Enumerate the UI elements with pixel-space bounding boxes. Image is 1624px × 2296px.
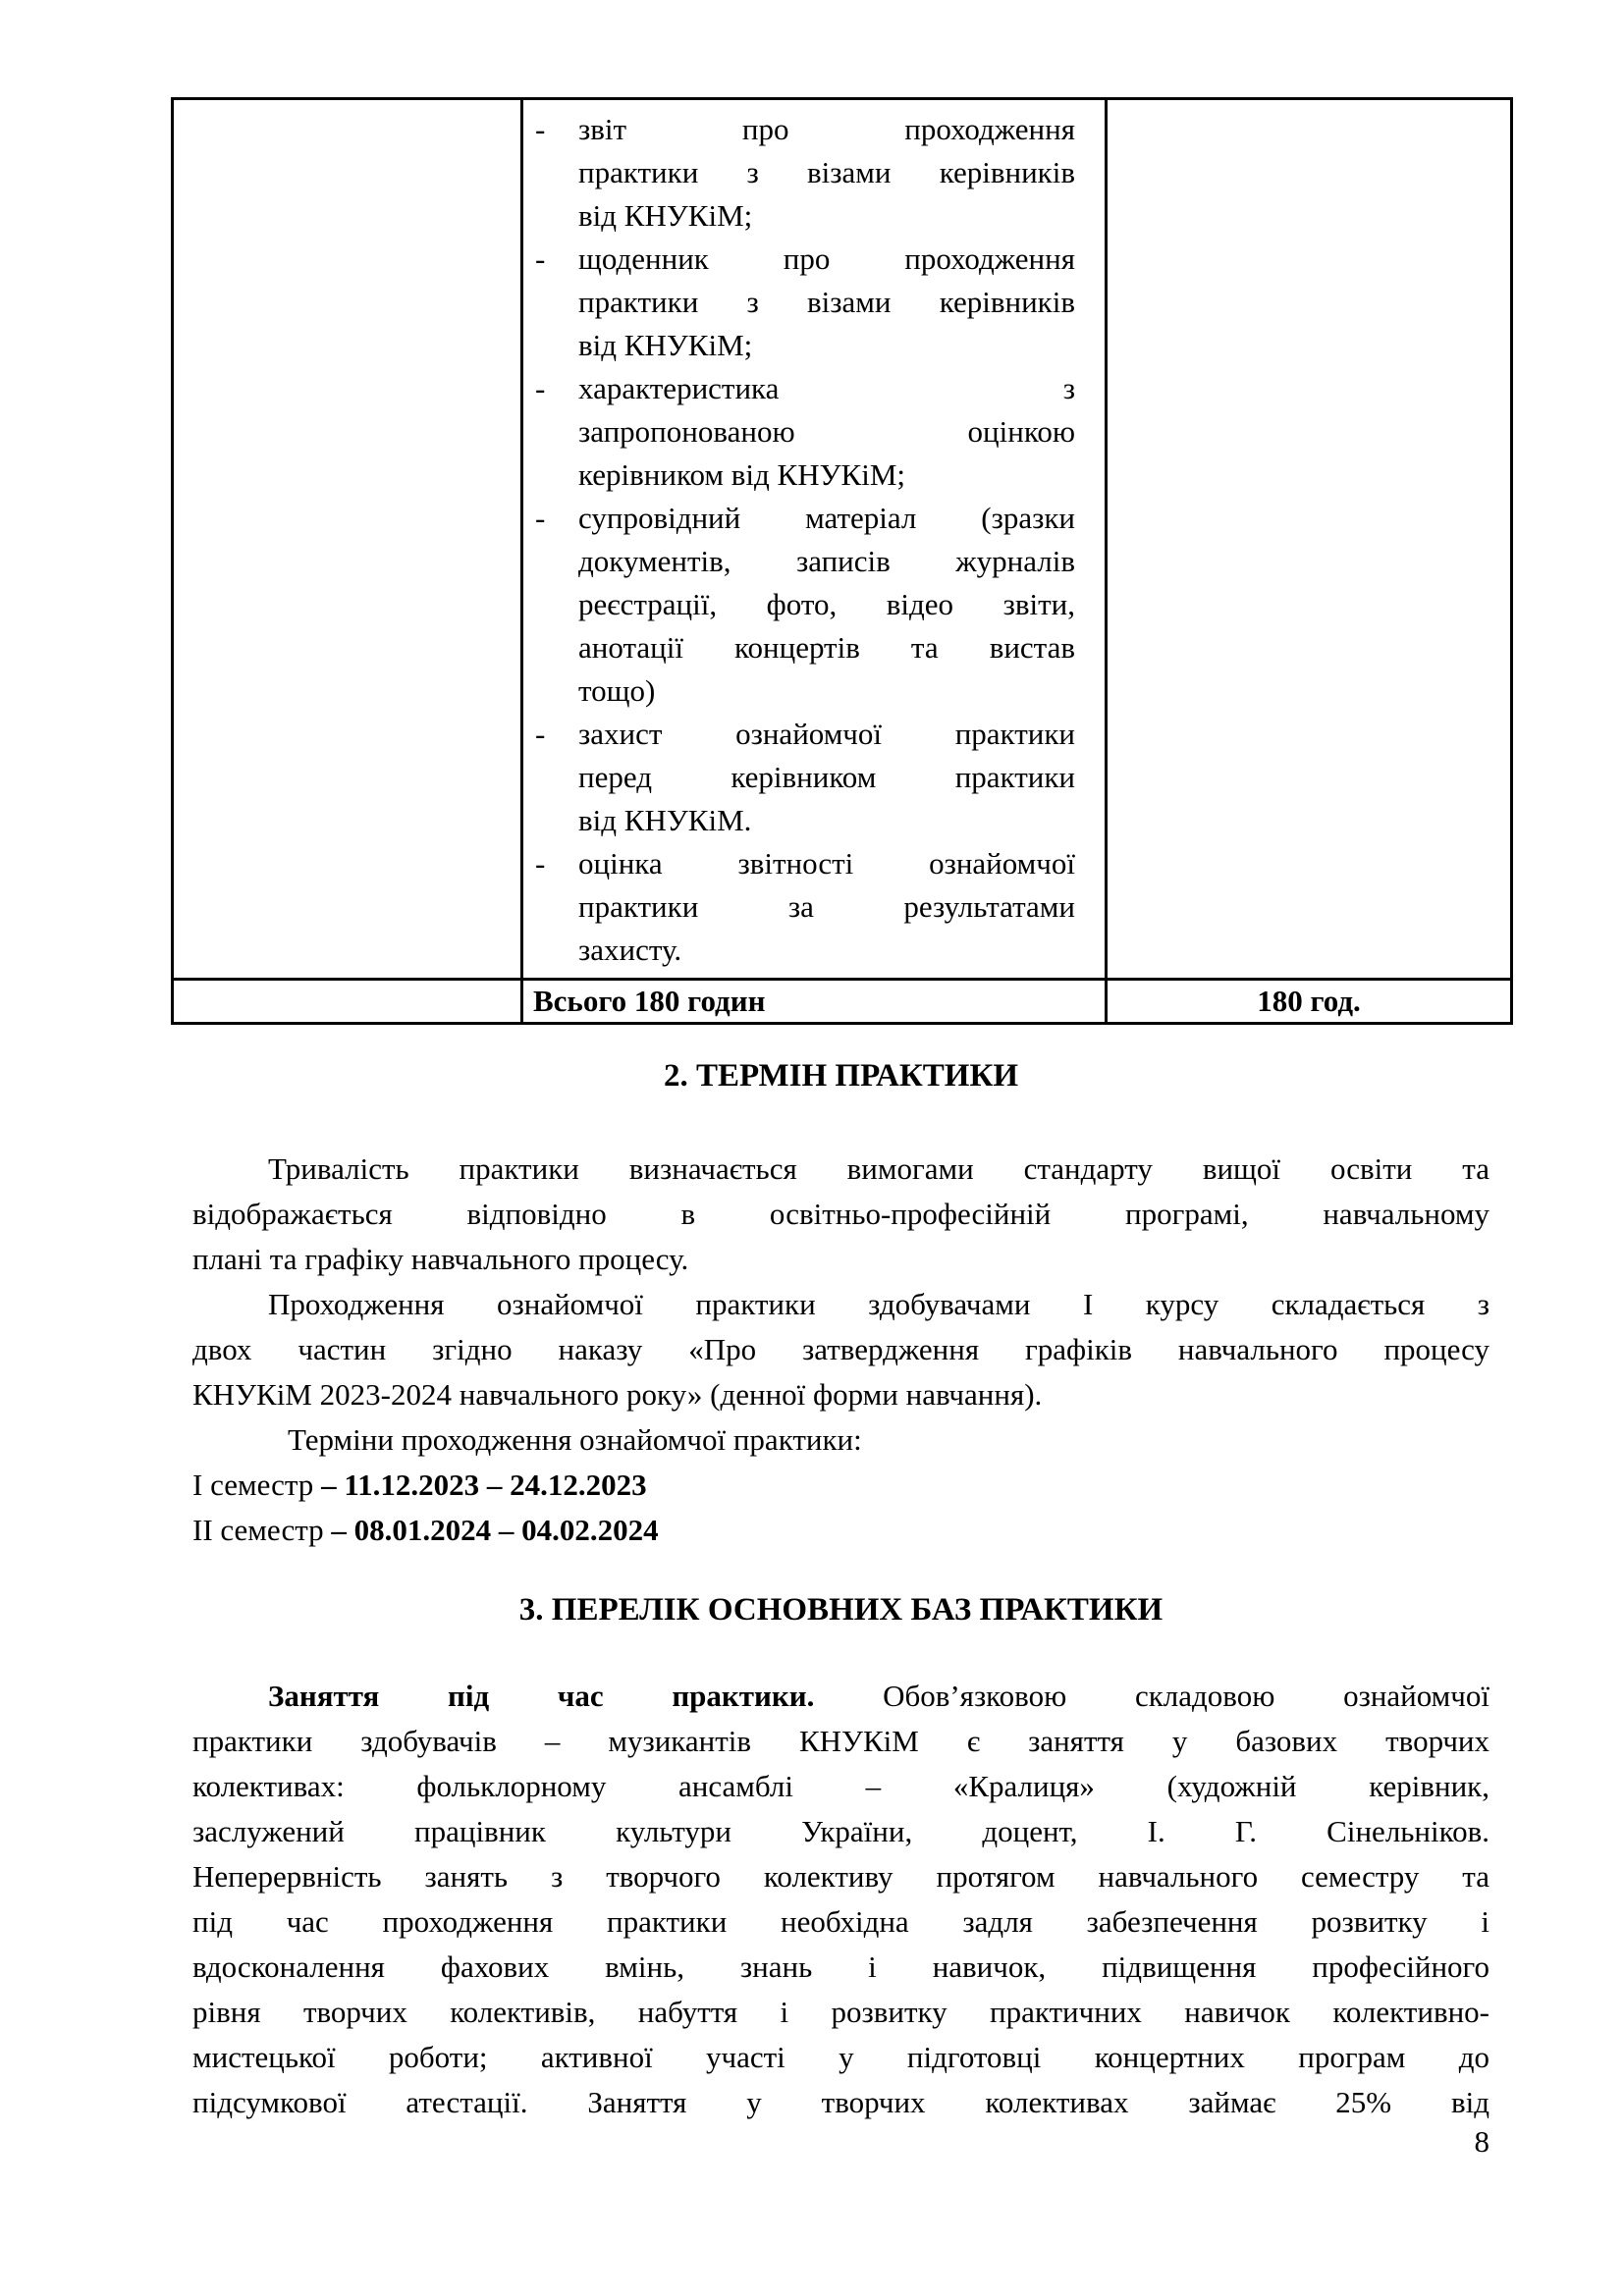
paragraph-line: практики здобувачів – музикантів КНУКіМ є заняття у базових творчих <box>192 1724 1489 1758</box>
list-item-line: від КНУКіМ; <box>578 198 753 233</box>
table-total-row <box>173 980 1512 1024</box>
paragraph-line: відображається відповідно в освітньо-професійній програмі, навчальному <box>192 1197 1489 1231</box>
table-empty-right-cell <box>1107 99 1512 980</box>
list-item-line: щоденник про проходження <box>578 241 1075 276</box>
table-content-row <box>173 99 1512 980</box>
paragraph-lead-rest: Обов’язковою складовою ознайомчої <box>883 1679 1489 1713</box>
bullet-marker: - <box>535 241 546 276</box>
semester-1-line <box>192 1463 1489 1508</box>
list-item <box>535 713 1075 842</box>
semester-2-dates: – 08.01.2024 – 04.02.2024 <box>331 1513 659 1547</box>
paragraph-lead: Заняття під час практики. <box>268 1679 815 1713</box>
list-item-line: тощо) <box>578 673 656 708</box>
page-number: 8 <box>1474 2124 1489 2159</box>
paragraph-line: вдосконалення фахових вмінь, знань і навичок, підвищення професійного <box>192 1949 1489 1984</box>
paragraph-line: під час проходження практики необхідна задля забезпечення розвитку і <box>192 1904 1489 1939</box>
section2-body <box>192 1147 1489 1553</box>
list-item <box>535 238 1075 367</box>
list-item-line: звіт про проходження <box>578 112 1075 146</box>
total-hours-value: 180 год. <box>1107 980 1512 1024</box>
practice-report-table <box>171 97 1513 1025</box>
list-item <box>535 842 1075 972</box>
section3-body <box>192 1674 1489 2125</box>
paragraph-line: Неперервність занять з творчого колективу протягом навчального семестру та <box>192 1859 1489 1894</box>
paragraph-line <box>192 1674 1489 1719</box>
bullet-marker: - <box>535 371 546 405</box>
bullet-marker: - <box>535 846 546 881</box>
paragraph-line: рівня творчих колективів, набуття і розвитку практичних навичок колективно- <box>192 1995 1489 2029</box>
section3-heading: 3. ПЕРЕЛІК ОСНОВНИХ БАЗ ПРАКТИКИ <box>518 1592 1164 1628</box>
semester-2-label: ІІ семестр <box>192 1513 332 1547</box>
table-requirements-cell <box>522 99 1107 980</box>
list-item <box>535 497 1075 713</box>
list-item-line: захист ознайомчої практики <box>578 717 1075 751</box>
list-item <box>535 108 1075 238</box>
list-item-line: практики з візами керівників <box>578 155 1075 189</box>
bullet-marker: - <box>535 717 546 751</box>
total-hours-label: Всього 180 годин <box>522 980 1107 1024</box>
semester-1-dates: – 11.12.2023 – 24.12.2023 <box>321 1468 647 1502</box>
paragraph-line: плані та графіку навчального процесу. <box>192 1242 689 1276</box>
list-item-line: оцінка звітності ознайомчої <box>578 846 1075 881</box>
list-item-line: практики з візами керівників <box>578 285 1075 319</box>
bullet-marker: - <box>535 501 546 535</box>
requirements-list <box>535 108 1075 972</box>
terms-intro-line: Терміни проходження ознайомчої практики: <box>288 1422 862 1457</box>
paragraph-line: мистецької роботи; активної участі у підготовці концертних програм до <box>192 2040 1489 2074</box>
list-item-line: захисту. <box>578 933 682 967</box>
list-item-line: запропонованою оцінкою <box>578 414 1075 449</box>
semester-1-label: І семестр <box>192 1468 322 1502</box>
paragraph-line: колективах: фольклорному ансамблі – «Кралиця» (художній керівник, <box>192 1769 1489 1803</box>
paragraph-line: підсумкової атестації. Заняття у творчих колективах займає 25% від <box>192 2085 1489 2119</box>
list-item-line: від КНУКіМ. <box>578 803 752 837</box>
list-item-line: керівником від КНУКіМ; <box>578 457 905 492</box>
table-empty-total-cell <box>173 980 522 1024</box>
section2-heading: 2. ТЕРМІН ПРАКТИКИ <box>663 1058 1019 1094</box>
paragraph-line: Тривалість практики визначається вимогами стандарту вищої освіти та <box>268 1151 1489 1186</box>
list-item-line: практики за результатами <box>578 889 1075 924</box>
paragraph-line: заслужений працівник культури України, доцент, І. Г. Сінельніков. <box>192 1814 1489 1848</box>
paragraph-line: двох частин згідно наказу «Про затвердження графіків навчального процесу <box>192 1332 1489 1366</box>
list-item-line: перед керівником практики <box>578 760 1075 794</box>
semester-2-line <box>192 1508 1489 1553</box>
table-empty-left-cell <box>173 99 522 980</box>
list-item-line: від КНУКіМ; <box>578 328 753 362</box>
paragraph-line: КНУКіМ 2023-2024 навчального року» (денної форми навчання). <box>192 1377 1043 1412</box>
bullet-marker: - <box>535 112 546 146</box>
list-item-line: характеристика з <box>578 371 1075 405</box>
list-item <box>535 367 1075 497</box>
paragraph-line: Проходження ознайомчої практики здобувачами І курсу складається з <box>268 1287 1489 1321</box>
list-item-line: анотації концертів та вистав <box>578 630 1075 665</box>
list-item-line: реєстрації, фото, відео звіти, <box>578 587 1075 621</box>
list-item-line: супровідний матеріал (зразки <box>578 501 1075 535</box>
list-item-line: документів, записів журналів <box>578 544 1075 578</box>
